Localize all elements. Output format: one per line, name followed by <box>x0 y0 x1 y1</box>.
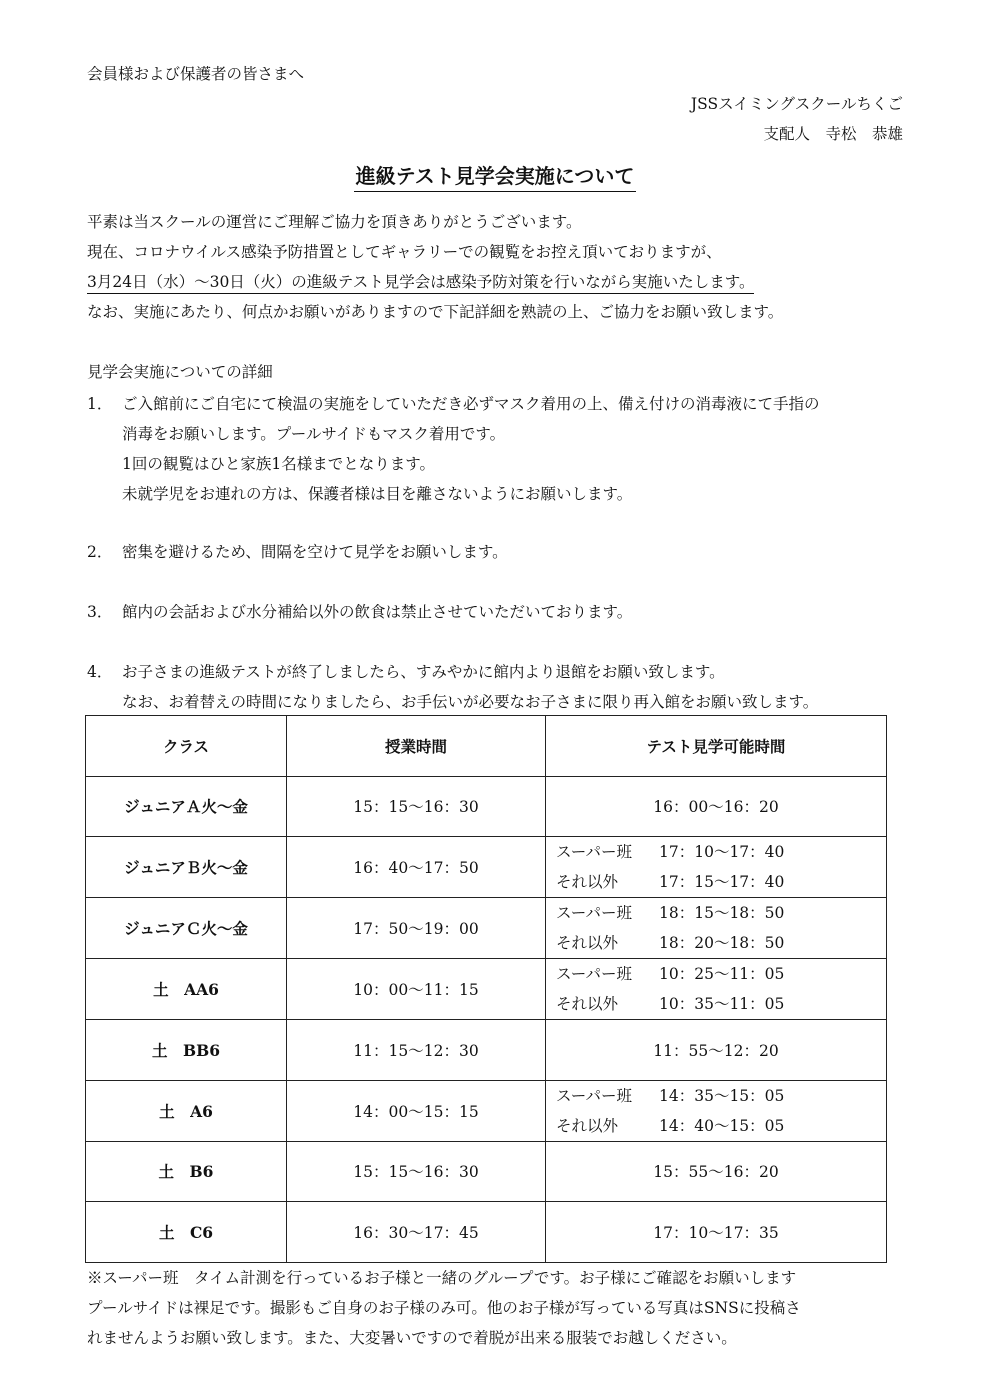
header-viewing-time: テスト見学可能時間 <box>546 716 887 777</box>
intro-line-4: なお、実施にあたり、何点かお願いがありますので下記詳細を熟読の上、ご協力をお願い致します。 <box>87 303 784 321</box>
table-row <box>86 1080 887 1141</box>
organization-name: JSSスイミングスクールちくご <box>690 95 903 113</box>
class-cell: 土 C6 <box>86 1202 287 1263</box>
item-2-line-1: 密集を避けるため、間隔を空けて見学をお願いします。 <box>122 543 508 561</box>
class-cell: 土 B6 <box>86 1141 287 1202</box>
viewing-time-cell <box>546 1080 887 1141</box>
item-4-line-2: なお、お着替えの時間になりましたら、お手伝いが必要なお子さまに限り再入館をお願い致します。 <box>122 693 819 711</box>
viewing-line-super <box>556 837 886 867</box>
table-header-row <box>86 716 887 777</box>
item-1-number: 1． <box>87 395 113 413</box>
document-title <box>0 160 990 192</box>
lesson-time-cell: 15：15～16：30 <box>287 776 546 837</box>
note-line-2: プールサイドは裸足です。撮影もご自身のお子様のみ可。他のお子様が写っている写真はSNSに投稿さ <box>87 1299 801 1317</box>
super-time: 14：35～15：05 <box>659 1086 785 1105</box>
lesson-time-cell: 16：40～17：50 <box>287 837 546 898</box>
viewing-line-other <box>556 989 886 1019</box>
viewing-time-cell <box>546 959 887 1020</box>
viewing-time-cell: 15：55～16：20 <box>546 1141 887 1202</box>
other-label: それ以外 <box>556 934 619 952</box>
recipient-line: 会員様および保護者の皆さまへ <box>87 65 305 83</box>
table-row <box>86 1141 887 1202</box>
table-row <box>86 837 887 898</box>
item-4-number: 4． <box>87 663 113 681</box>
table-row <box>86 959 887 1020</box>
document-title-text: 進級テスト見学会実施について <box>354 160 637 192</box>
lesson-time-cell: 17：50～19：00 <box>287 898 546 959</box>
header-lesson-time: 授業時間 <box>287 716 546 777</box>
note-line-3: れませんようお願い致します。また、大変暑いですので着脱が出来る服装でお越しください。 <box>87 1329 737 1347</box>
other-time: 17：15～17：40 <box>659 873 785 891</box>
viewing-line-super <box>556 959 886 989</box>
note-line-1: ※スーパー班 タイム計測を行っているお子様と一緒のグループです。お子様にご確認をお願いします <box>87 1269 797 1287</box>
table-row <box>86 898 887 959</box>
table-row <box>86 1020 887 1081</box>
other-label: それ以外 <box>556 873 619 891</box>
other-time: 14：40～15：05 <box>659 1116 785 1135</box>
item-2-number: 2． <box>87 543 113 561</box>
viewing-line-super <box>556 898 886 928</box>
item-4-line-1: お子さまの進級テストが終了しましたら、すみやかに館内より退館をお願い致します。 <box>122 663 725 681</box>
intro-line-1: 平素は当スクールの運営にご理解ご協力を頂きありがとうございます。 <box>87 213 582 231</box>
viewing-time-cell: 16：00～16：20 <box>546 776 887 837</box>
item-1-line-1: ご入館前にご自宅にて検温の実施をしていただき必ずマスク着用の上、備え付けの消毒液にて手指の <box>122 395 820 413</box>
manager-name: 支配人 寺松 恭雄 <box>763 125 903 143</box>
table-row <box>86 1202 887 1263</box>
viewing-time-cell: 11：55～12：20 <box>546 1020 887 1081</box>
intro-line-2: 現在、コロナウイルス感染予防措置としてギャラリーでの観覧をお控え頂いておりますが、 <box>87 243 722 261</box>
super-label: スーパー班 <box>556 904 632 922</box>
lesson-time-cell: 11：15～12：30 <box>287 1020 546 1081</box>
super-time: 17：10～17：40 <box>659 843 785 861</box>
other-label: それ以外 <box>556 1116 619 1135</box>
lesson-time-cell: 15：15～16：30 <box>287 1141 546 1202</box>
lesson-time-cell: 16：30～17：45 <box>287 1202 546 1263</box>
class-cell: 土 A6 <box>86 1080 287 1141</box>
super-label: スーパー班 <box>556 843 632 861</box>
other-time: 10：35～11：05 <box>659 995 785 1013</box>
intro-line-3 <box>87 270 754 292</box>
class-cell: 土 BB6 <box>86 1020 287 1081</box>
class-cell: 土 AA6 <box>86 959 287 1020</box>
item-3-number: 3． <box>87 603 113 621</box>
other-time: 18：20～18：50 <box>659 934 785 952</box>
item-1-line-2: 消毒をお願いします。プールサイドもマスク着用です。 <box>122 425 506 443</box>
viewing-line-other <box>556 1111 886 1141</box>
lesson-time-cell: 14：00～15：15 <box>287 1080 546 1141</box>
class-cell: ジュニアＡ火～金 <box>86 776 287 837</box>
viewing-time-cell: 17：10～17：35 <box>546 1202 887 1263</box>
other-label: それ以外 <box>556 995 619 1013</box>
class-cell: ジュニアＣ火～金 <box>86 898 287 959</box>
super-time: 18：15～18：50 <box>659 904 785 922</box>
viewing-line-super <box>556 1081 886 1111</box>
super-label: スーパー班 <box>556 1086 632 1105</box>
item-1-line-4: 未就学児をお連れの方は、保護者様は目を離さないようにお願いします。 <box>122 485 633 503</box>
schedule-table <box>85 715 887 1263</box>
lesson-time-cell: 10：00～11：15 <box>287 959 546 1020</box>
super-label: スーパー班 <box>556 965 632 983</box>
details-heading: 見学会実施についての詳細 <box>87 363 273 381</box>
item-3-line-1: 館内の会話および水分補給以外の飲食は禁止させていただいております。 <box>122 603 633 621</box>
viewing-time-cell <box>546 837 887 898</box>
table-row <box>86 776 887 837</box>
header-class: クラス <box>86 716 287 777</box>
viewing-line-other <box>556 928 886 958</box>
viewing-line-other <box>556 867 886 897</box>
super-time: 10：25～11：05 <box>659 965 785 983</box>
class-cell: ジュニアＢ火～金 <box>86 837 287 898</box>
item-1-line-3: 1回の観覧はひと家族1名様までとなります。 <box>122 455 435 473</box>
viewing-time-cell <box>546 898 887 959</box>
intro-underlined-text: 3月24日（水）～30日（火）の進級テスト見学会は感染予防対策を行いながら実施いたします。 <box>87 273 754 294</box>
